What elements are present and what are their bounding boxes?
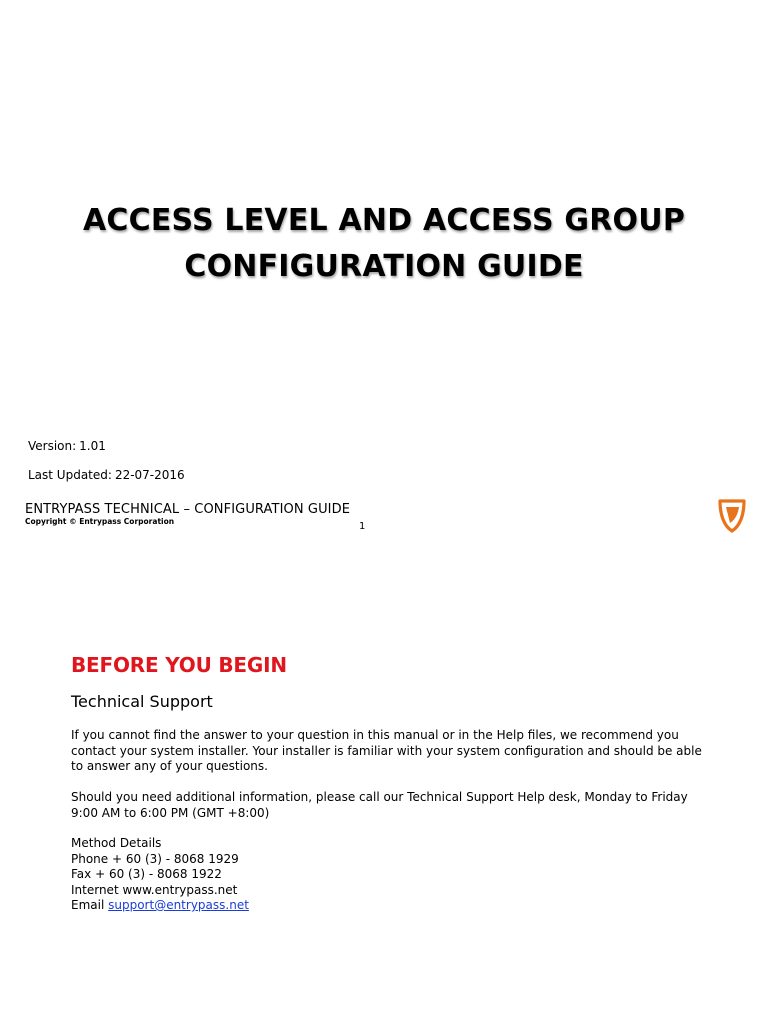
page-number: 1 bbox=[359, 521, 366, 532]
support-paragraph-1 bbox=[71, 728, 731, 775]
paragraph-line: to answer any of your questions. bbox=[71, 759, 268, 773]
version-label: Version: bbox=[28, 439, 77, 453]
last-updated-line bbox=[28, 467, 185, 483]
version-value: 1.01 bbox=[79, 439, 106, 453]
document-title bbox=[0, 198, 768, 290]
last-updated-label: Last Updated: bbox=[28, 468, 112, 482]
support-email-link[interactable]: support@entrypass.net bbox=[108, 898, 249, 912]
version-line bbox=[28, 438, 106, 454]
contact-email-line bbox=[71, 898, 249, 914]
contact-header: Method Details bbox=[71, 836, 162, 850]
last-updated-value: 22-07-2016 bbox=[114, 468, 185, 482]
contact-internet: Internet www.entrypass.net bbox=[71, 882, 238, 897]
paragraph-line: contact your system installer. Your installer is familiar with your system configuration and should be able bbox=[71, 743, 702, 758]
document-title-line-1: ACCESS LEVEL AND ACCESS GROUP bbox=[82, 203, 686, 238]
document-title-line-2: CONFIGURATION GUIDE bbox=[184, 249, 584, 284]
contact-phone: Phone + 60 (3) - 8068 1929 bbox=[71, 851, 239, 866]
technical-support-heading: Technical Support bbox=[71, 692, 213, 711]
footer-copyright: Copyright © Entrypass Corporation bbox=[25, 517, 175, 526]
paragraph-line: Should you need additional information, please call our Technical Support Help desk, Monday to Friday bbox=[71, 790, 688, 804]
entrypass-shield-logo-icon bbox=[717, 499, 747, 533]
footer-document-title: ENTRYPASS TECHNICAL – CONFIGURATION GUIDE bbox=[25, 502, 351, 517]
paragraph-line: 9:00 AM to 6:00 PM (GMT +8:00) bbox=[71, 805, 270, 820]
contact-email-label: Email bbox=[71, 898, 105, 912]
contact-details bbox=[71, 836, 249, 914]
paragraph-line: If you cannot find the answer to your question in this manual or in the Help files, we recommend you bbox=[71, 728, 679, 742]
support-paragraph-2 bbox=[71, 790, 731, 821]
section-heading: BEFORE YOU BEGIN bbox=[71, 653, 287, 677]
contact-fax: Fax + 60 (3) - 8068 1922 bbox=[71, 867, 222, 881]
